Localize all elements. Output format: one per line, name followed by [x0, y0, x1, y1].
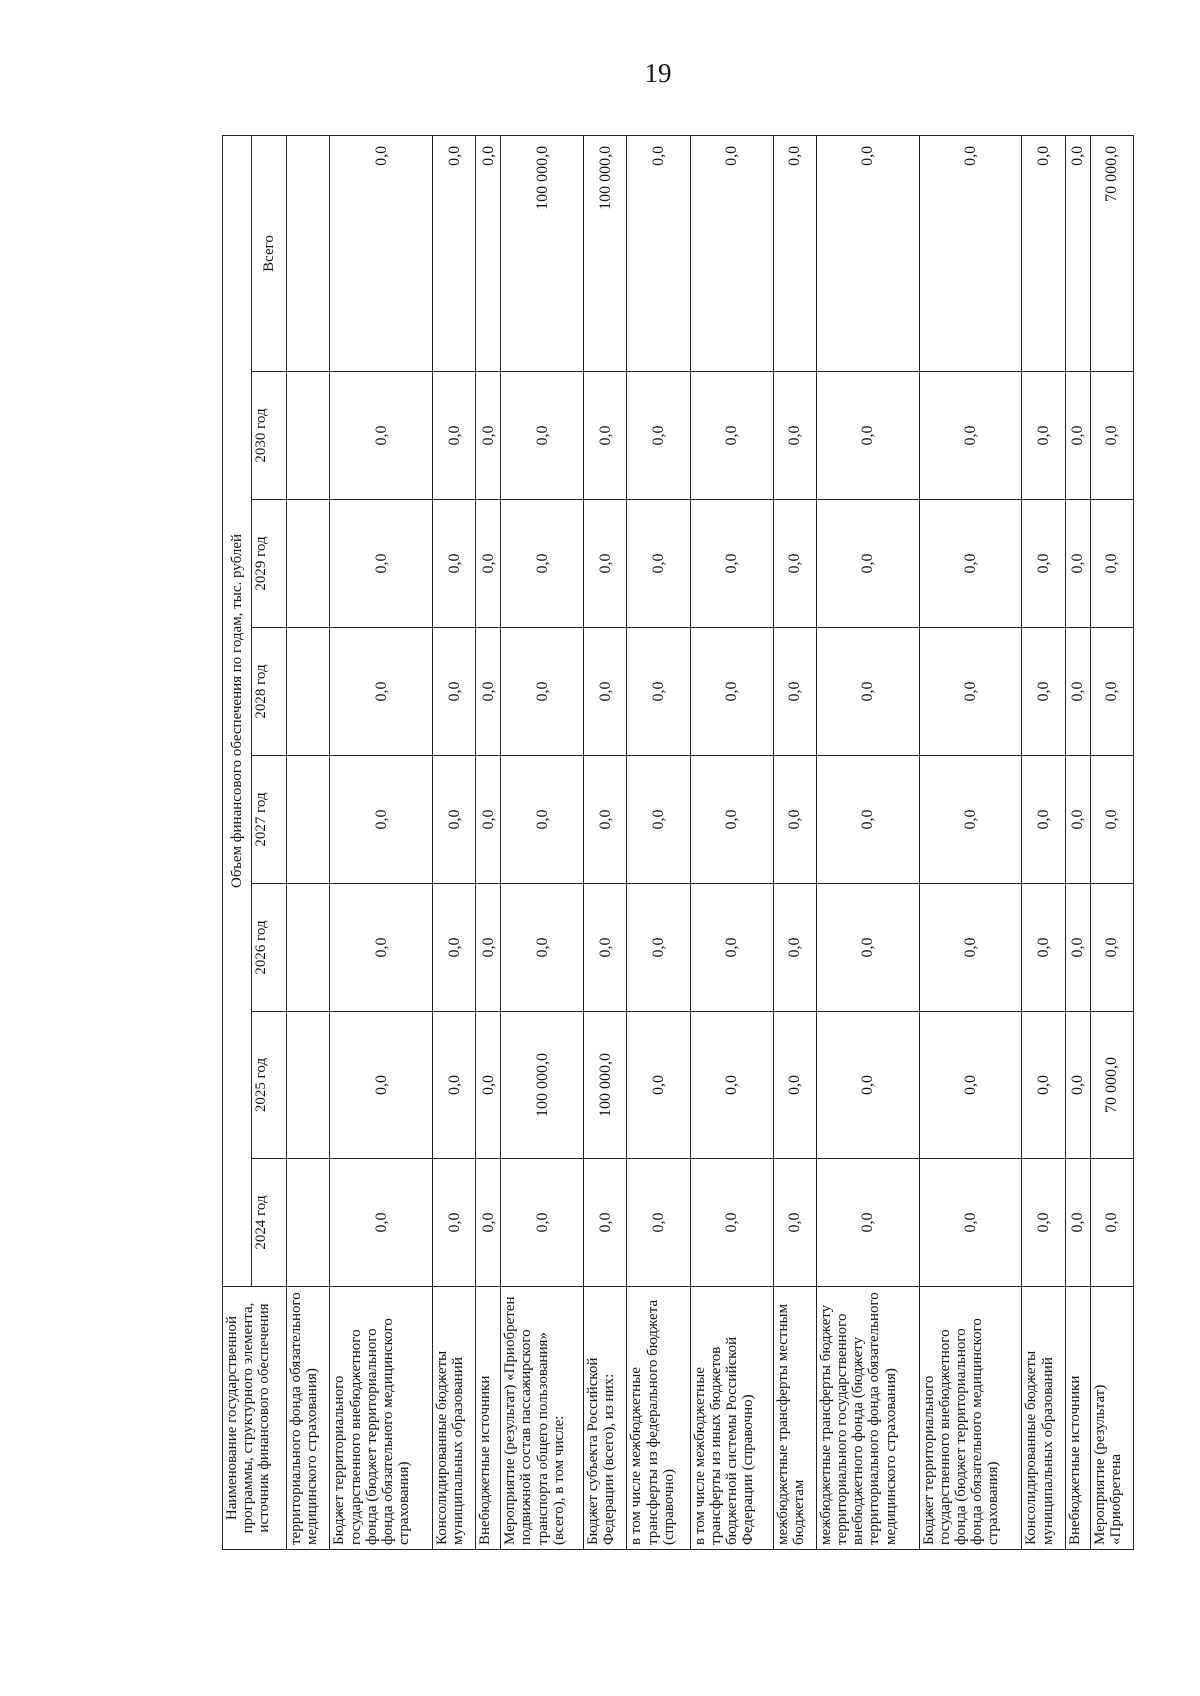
table-row	[919, 135, 1022, 1549]
row-label: Бюджет территориального государственного внебюджетного фонда (бюджет территориального фонда обязательного медицинского страхования)	[330, 1287, 433, 1550]
cell-year-value: 0,0	[690, 1159, 773, 1287]
cell-year-value: 0,0	[433, 1012, 476, 1159]
row-label: Бюджет субъекта Российской Федерации (всего), из них:	[584, 1287, 627, 1550]
cell-year-value: 0,0	[816, 1159, 919, 1287]
cell-year-value: 0,0	[690, 884, 773, 1012]
header-name-column: Наименование государственной программы, структурного элемента, источник финансового обеспечения	[223, 1287, 287, 1550]
cell-year-value: 0,0	[1090, 1159, 1133, 1287]
header-financing-group: Объем финансового обеспечения по годам, тыс. рублей	[223, 135, 252, 1286]
cell-year-value: 0,0	[433, 500, 476, 628]
row-label: Мероприятие (результат) «Приобретен подвижной состав пассажирского транспорта общего пользования» (всего), в том числе:	[501, 1287, 584, 1550]
cell-year-value: 0,0	[1065, 756, 1090, 884]
table-row	[584, 135, 627, 1549]
cell-year-value: 0,0	[433, 756, 476, 884]
cell-year-value: 0,0	[476, 628, 501, 756]
cell-year-value: 0,0	[816, 756, 919, 884]
cell-year-value: 0,0	[1090, 756, 1133, 884]
cell-year-value: 0,0	[1022, 756, 1065, 884]
table-row	[476, 135, 501, 1549]
cell-year-value: 0,0	[501, 884, 584, 1012]
cell-year-value: 0,0	[816, 1012, 919, 1159]
cell-year-value: 0,0	[1065, 1012, 1090, 1159]
cell-year-value: 0,0	[816, 628, 919, 756]
cell-year-value: 0,0	[476, 1012, 501, 1159]
cell-year-value: 0,0	[773, 884, 816, 1012]
cell-total: 0,0	[627, 135, 690, 371]
row-label: Внебюджетные источники	[476, 1287, 501, 1550]
cell-year-value: 0,0	[773, 372, 816, 500]
cell-year-value: 0,0	[1065, 500, 1090, 628]
table-row	[501, 135, 584, 1549]
cell-year-value: 0,0	[919, 372, 1022, 500]
cell-year-value	[287, 884, 330, 1012]
rotated-table-wrapper	[222, 136, 1134, 1550]
table-row	[816, 135, 919, 1549]
cell-year-value: 0,0	[773, 500, 816, 628]
table-row	[330, 135, 433, 1549]
cell-year-value: 0,0	[584, 628, 627, 756]
cell-year-value: 0,0	[501, 756, 584, 884]
cell-year-value	[287, 628, 330, 756]
row-label: Мероприятие (результат) «Приобретена	[1090, 1287, 1133, 1550]
cell-year-value: 0,0	[501, 628, 584, 756]
header-year-2028: 2028 год	[252, 628, 287, 756]
cell-year-value: 0,0	[816, 372, 919, 500]
cell-total: 100 000,0	[501, 135, 584, 371]
header-year-2030: 2030 год	[252, 372, 287, 500]
cell-year-value: 0,0	[773, 1012, 816, 1159]
table-row	[1090, 135, 1133, 1549]
cell-year-value: 0,0	[330, 756, 433, 884]
cell-year-value: 0,0	[476, 500, 501, 628]
row-label: в том числе межбюджетные трансферты из федерального бюджета (справочно)	[627, 1287, 690, 1550]
cell-year-value: 0,0	[1090, 628, 1133, 756]
cell-year-value: 0,0	[690, 756, 773, 884]
cell-year-value: 0,0	[501, 500, 584, 628]
cell-year-value: 0,0	[1022, 628, 1065, 756]
cell-year-value: 0,0	[627, 628, 690, 756]
table-body	[287, 135, 1134, 1549]
cell-year-value: 0,0	[773, 1159, 816, 1287]
cell-year-value: 0,0	[501, 372, 584, 500]
cell-total: 0,0	[919, 135, 1022, 371]
cell-year-value: 0,0	[584, 1159, 627, 1287]
cell-year-value: 0,0	[433, 372, 476, 500]
header-year-2024: 2024 год	[252, 1159, 287, 1287]
cell-total: 0,0	[476, 135, 501, 371]
cell-year-value: 0,0	[1022, 884, 1065, 1012]
cell-year-value: 0,0	[476, 372, 501, 500]
cell-year-value: 0,0	[1090, 884, 1133, 1012]
cell-year-value: 70 000,0	[1090, 1012, 1133, 1159]
cell-year-value: 0,0	[919, 628, 1022, 756]
page-number: 19	[644, 58, 672, 88]
cell-year-value: 0,0	[1022, 1012, 1065, 1159]
cell-total: 100 000,0	[584, 135, 627, 371]
cell-year-value: 0,0	[627, 1159, 690, 1287]
header-year-2029: 2029 год	[252, 500, 287, 628]
cell-total: 70 000,0	[1090, 135, 1133, 371]
cell-year-value: 0,0	[1065, 1159, 1090, 1287]
cell-total: 0,0	[433, 135, 476, 371]
cell-year-value: 0,0	[584, 500, 627, 628]
cell-year-value: 0,0	[476, 884, 501, 1012]
cell-year-value: 0,0	[627, 372, 690, 500]
cell-year-value: 0,0	[330, 1159, 433, 1287]
cell-year-value: 0,0	[627, 884, 690, 1012]
cell-year-value: 0,0	[816, 500, 919, 628]
cell-year-value: 100 000,0	[501, 1012, 584, 1159]
cell-year-value: 0,0	[690, 500, 773, 628]
cell-year-value: 0,0	[773, 628, 816, 756]
cell-year-value: 0,0	[1065, 372, 1090, 500]
cell-total: 0,0	[1022, 135, 1065, 371]
cell-year-value: 0,0	[330, 500, 433, 628]
cell-year-value: 0,0	[1065, 628, 1090, 756]
cell-year-value: 0,0	[627, 500, 690, 628]
cell-year-value: 0,0	[584, 884, 627, 1012]
cell-total: 0,0	[773, 135, 816, 371]
cell-total: 0,0	[330, 135, 433, 371]
cell-year-value: 0,0	[919, 884, 1022, 1012]
cell-year-value: 0,0	[1022, 372, 1065, 500]
header-year-2025: 2025 год	[252, 1012, 287, 1159]
cell-year-value: 0,0	[816, 884, 919, 1012]
cell-year-value: 0,0	[919, 756, 1022, 884]
table-row	[1022, 135, 1065, 1549]
cell-year-value: 0,0	[476, 1159, 501, 1287]
row-label: территориального фонда обязательного медицинского страхования)	[287, 1287, 330, 1550]
table-row	[773, 135, 816, 1549]
row-label: в том числе межбюджетные трансферты из иных бюджетов бюджетной системы Российской Федерации (справочно)	[690, 1287, 773, 1550]
row-label: межбюджетные трансферты бюджету территориального государственного внебюджетного фонда (бюджету территориального фонда обязательного медицинского страхования)	[816, 1287, 919, 1550]
cell-year-value: 0,0	[690, 628, 773, 756]
cell-year-value: 0,0	[433, 884, 476, 1012]
financing-table	[222, 135, 1134, 1550]
cell-year-value: 0,0	[919, 1012, 1022, 1159]
table-row	[433, 135, 476, 1549]
cell-year-value: 0,0	[584, 372, 627, 500]
cell-year-value: 0,0	[690, 1012, 773, 1159]
cell-total: 0,0	[816, 135, 919, 371]
cell-year-value: 0,0	[330, 884, 433, 1012]
row-label: Консолидированные бюджеты муниципальных образований	[433, 1287, 476, 1550]
cell-year-value: 100 000,0	[584, 1012, 627, 1159]
cell-year-value: 0,0	[330, 1012, 433, 1159]
table-row	[1065, 135, 1090, 1549]
cell-year-value	[287, 500, 330, 628]
table-row	[287, 135, 330, 1549]
row-label: межбюджетные трансферты местным бюджетам	[773, 1287, 816, 1550]
cell-total: 0,0	[690, 135, 773, 371]
cell-year-value: 0,0	[773, 756, 816, 884]
cell-year-value: 0,0	[1090, 500, 1133, 628]
cell-year-value: 0,0	[1065, 884, 1090, 1012]
cell-year-value: 0,0	[330, 628, 433, 756]
cell-year-value: 0,0	[433, 628, 476, 756]
cell-year-value	[287, 1159, 330, 1287]
cell-total: 0,0	[1065, 135, 1090, 371]
cell-year-value	[287, 1012, 330, 1159]
cell-year-value: 0,0	[690, 372, 773, 500]
cell-year-value: 0,0	[1022, 1159, 1065, 1287]
table-row	[627, 135, 690, 1549]
cell-year-value: 0,0	[919, 500, 1022, 628]
cell-year-value: 0,0	[627, 1012, 690, 1159]
header-year-2027: 2027 год	[252, 756, 287, 884]
row-label: Бюджет территориального государственного внебюджетного фонда (бюджет территориального фонда обязательного медицинского страхования)	[919, 1287, 1022, 1550]
table-row	[690, 135, 773, 1549]
header-year-2026: 2026 год	[252, 884, 287, 1012]
cell-year-value: 0,0	[627, 756, 690, 884]
cell-year-value: 0,0	[1022, 500, 1065, 628]
cell-total	[287, 135, 330, 371]
cell-year-value: 0,0	[501, 1159, 584, 1287]
cell-year-value: 0,0	[433, 1159, 476, 1287]
header-total: Всего	[252, 135, 287, 371]
row-label: Внебюджетные источники	[1065, 1287, 1090, 1550]
cell-year-value	[287, 372, 330, 500]
cell-year-value: 0,0	[919, 1159, 1022, 1287]
row-label: Консолидированные бюджеты муниципальных образований	[1022, 1287, 1065, 1550]
cell-year-value: 0,0	[584, 756, 627, 884]
cell-year-value	[287, 756, 330, 884]
cell-year-value: 0,0	[330, 372, 433, 500]
cell-year-value: 0,0	[1090, 372, 1133, 500]
cell-year-value: 0,0	[476, 756, 501, 884]
